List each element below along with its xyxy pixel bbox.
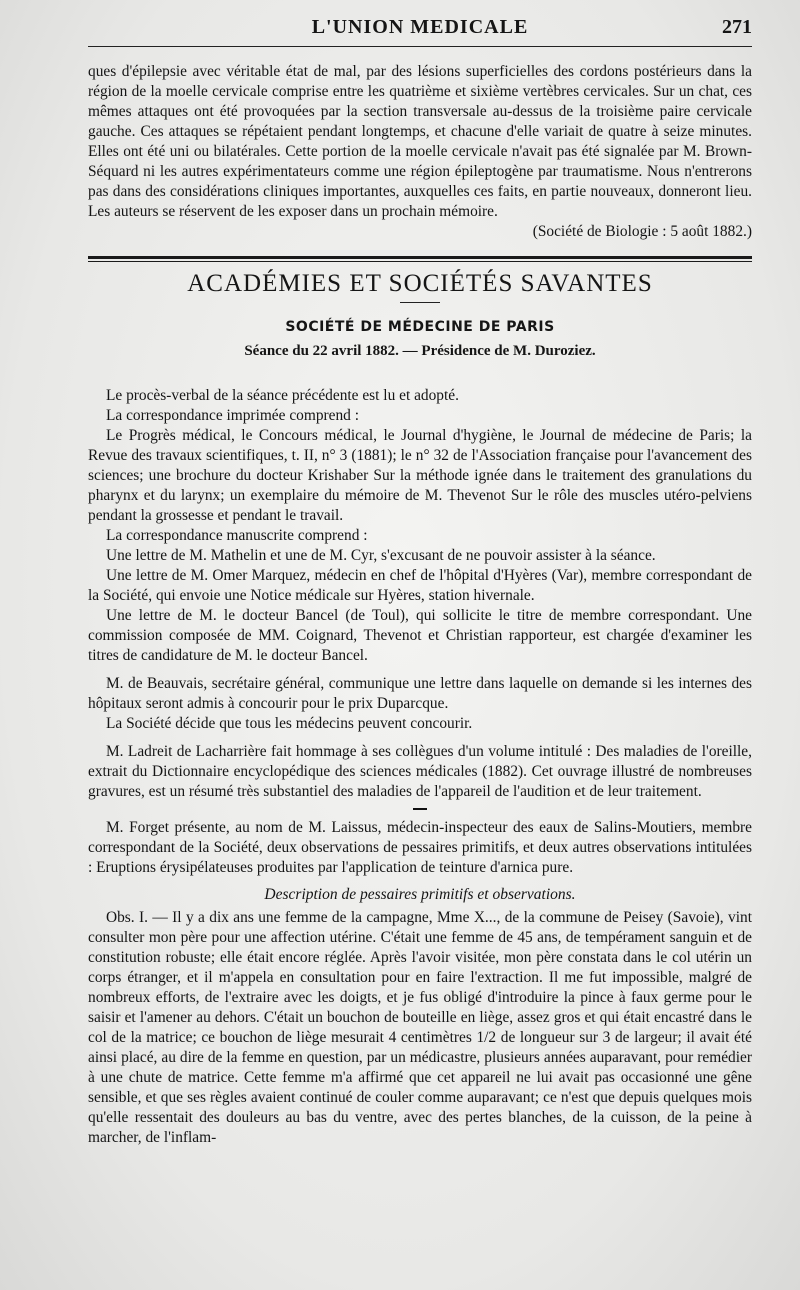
paragraph-manuscript-corr: La correspondance manuscrite comprend :	[106, 527, 368, 544]
top-block	[88, 62, 752, 242]
section-title: ACADÉMIES ET SOCIÉTÉS SAVANTES	[187, 270, 653, 297]
paragraph-minutes: Le procès-verbal de la séance précédente est lu et adopté.	[106, 387, 459, 404]
session-line: Séance du 22 avril 1882. — Présidence de M. Duroziez.	[244, 343, 596, 359]
paragraph-forget: M. Forget présente, au nom de M. Laissus, médecin-inspecteur des eaux de Salins-Moutiers, membre correspondant de la Société, deux observations de pessaires primitifs, et deux autres observations intitulées : Eruptions érysipélateuses produites par l'application de teinture d'arnica pure.	[88, 819, 752, 876]
paragraph-decision: La Société décide que tous les médecins peuvent concourir.	[106, 715, 473, 732]
paragraph-lacharriere: M. Ladreit de Lacharrière fait hommage à ses collègues d'un volume intitulé : Des maladies de l'oreille, extrait du Dictionnaire encyclopédique des sciences médicales (1882). Cet ouvrage illustré de nombreuses gravures, est un résumé très substantiel des maladies de l'appareil de l'audition et de leur traitement.	[88, 743, 752, 800]
paragraph-beauvais: M. de Beauvais, secrétaire général, communique une lettre dans laquelle on demande si les internes des hôpitaux seront admis à concourir pour le prix Duparcque.	[88, 675, 752, 712]
paragraph-printed-corr: La correspondance imprimée comprend :	[106, 407, 359, 424]
society-name: SOCIÉTÉ DE MÉDECINE DE PARIS	[285, 319, 555, 335]
section-heading	[88, 256, 752, 360]
running-title: L'UNION MEDICALE	[311, 16, 529, 38]
paragraph-letter-bancel: Une lettre de M. le docteur Bancel (de Toul), qui sollicite le titre de membre correspondant. Une commission composée de MM. Coignard, Thevenot et Christian rapporteur, est chargée d'examiner les titres de candidature de M. le docteur Bancel.	[88, 607, 752, 664]
page-number: 271	[722, 16, 752, 38]
top-paragraph: ques d'épilepsie avec véritable état de mal, par des lésions superficielles des cordons postérieurs dans la région de la moelle cervicale comprise entre les quatrième et sixième vertèbres cervicales. Sur un chat, ces mêmes attaques ont été provoquées par la section transversale au-dessus de la troisième paire cervicale gauche. Ces attaques se répétaient pendant longtemps, et chacune d'elle variait de quatre à seize minutes. Elles ont été uni ou bilatérales. Cette portion de la moelle cervicale n'avait pas été signalée par M. Brown-Séquard ni les autres expérimentateurs comme une région épileptogène par traumatisme. Nous n'entrerons pas dans des considérations cliniques importantes, auxquelles ces faits, en partie nouveaux, donneront lieu. Les auteurs se réservent de les exposer dans un prochain mémoire.	[88, 63, 752, 220]
description-title: Description de pessaires primitifs et observations.	[264, 886, 576, 903]
paragraph-letter-marquez: Une lettre de M. Omer Marquez, médecin en chef de l'hôpital d'Hyères (Var), membre correspondant de la Société, qui envoie une Notice médicale sur Hyères, station hivernale.	[88, 567, 752, 604]
paragraph-letter-mathelin: Une lettre de M. Mathelin et une de M. Cyr, s'excusant de ne pouvoir assister à la séance.	[106, 547, 656, 564]
paragraph-publications: Le Progrès médical, le Concours médical, le Journal d'hygiène, le Journal de médecine de Paris; la Revue des travaux scientifiques, t. II, n° 3 (1881); le n° 32 de l'Association française pour l'avancement des sciences; une brochure du docteur Krishaber Sur la méthode ignée dans le traitement des granulations du pharynx et du larynx; un exemplaire du mémoire de M. Thevenot Sur le rôle des muscles utéro-pelviens pendant la grossesse et pendant le travail.	[88, 427, 752, 524]
separator-dash	[413, 808, 427, 810]
short-rule	[400, 302, 440, 303]
section-rule	[88, 256, 752, 262]
proceedings-body	[88, 386, 752, 1148]
page-header	[88, 10, 752, 47]
paragraph-observation-1: Obs. I. — Il y a dix ans une femme de la campagne, Mme X..., de la commune de Peisey (Savoie), vint consulter mon père pour une affection utérine. C'était une femme de 45 ans, de tempérament sanguin et de constitution robuste; elle était encore réglée. Après l'avoir visitée, mon père constata dans le col utérin un corps étranger, et il m'appela en consultation pour en faire l'extraction. Il me fut impossible, malgré de nombreux efforts, de l'extraire avec les doigts, et je fus obligé d'introduire la pince à faux germe pour le saisir et l'amener au dehors. C'était un bouchon de bouteille en liège, assez gros et qui était encastré dans le col de la matrice; ce bouchon de liège mesurait 4 centimètres 1/2 de longueur sur 3 de largeur; il avait été ainsi placé, au dire de la femme en question, par un médicastre, plusieurs années auparavant, pour remédier à une chute de matrice. Cette femme m'a affirmé que cet appareil ne lui avait pas occasionné une gêne sensible, et que ses règles avaient continué de couler comme auparavant; ce n'est que depuis quelques mois qu'elle ressentait des douleurs au bas du ventre, avec des pertes blanches, de la cuisson, de la peine à marcher, de l'inflam-	[88, 909, 752, 1146]
source-citation: (Société de Biologie : 5 août 1882.)	[532, 223, 752, 240]
